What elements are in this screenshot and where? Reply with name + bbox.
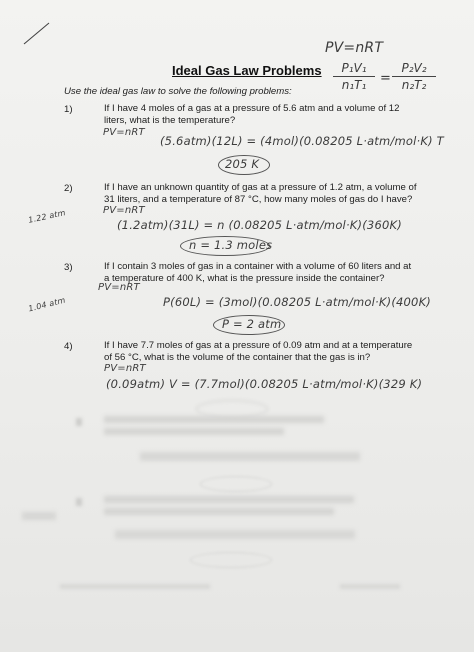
problem-4-text — [104, 340, 412, 363]
faded-work-6 — [115, 530, 355, 539]
faded-footer-right — [340, 584, 400, 589]
problem-4-work: (0.09atm) V = (7.7mol)(0.08205 L·atm/mol·K)(329 K) — [106, 377, 423, 391]
problem-1-line1: If I have 4 moles of a gas at a pressure of 5.6 atm and a volume of 12 — [104, 103, 400, 114]
problem-1-line2: liters, what is the temperature? — [104, 114, 236, 126]
page-title: Ideal Gas Law Problems — [172, 63, 322, 78]
problem-2-work-label: PV=nRT — [103, 205, 145, 216]
problem-2-text — [104, 182, 417, 205]
problem-4-work-label: PV=nRT — [104, 363, 146, 374]
problem-1-answer: 205 K — [225, 157, 260, 171]
combined-gas-left — [333, 61, 375, 92]
faded-line-6b — [104, 508, 334, 515]
problem-1-work: (5.6atm)(12L) = (4mol)(0.08205 L·atm/mol·K) T — [160, 134, 444, 148]
problem-3-number: 3) — [64, 262, 73, 273]
problem-3-answer: P = 2 atm — [222, 317, 282, 331]
problem-4-line1: If I have 7.7 moles of gas at a pressure of 0.09 atm and at a temperature — [104, 340, 413, 351]
problem-2-answer: n = 1.3 moles — [189, 238, 273, 252]
problem-3-work: P(60L) = (3mol)(0.08205 L·atm/mol·K)(400K) — [163, 295, 431, 309]
problem-4-line2: of 56 °C, what is the volume of the container that the gas is in? — [104, 351, 371, 363]
problem-3-work-label: PV=nRT — [98, 282, 140, 293]
faded-number-5 — [76, 418, 82, 426]
instructions: Use the ideal gas law to solve the following problems: — [64, 86, 292, 97]
problem-2-line1: If I have an unknown quantity of gas at a pressure of 1.2 atm, a volume of — [104, 182, 417, 193]
combined-right-denominator: n₂T₂ — [401, 78, 427, 92]
problem-3-text — [104, 261, 411, 284]
header-pvnrt: PV=nRT — [325, 40, 384, 56]
problem-2-number: 2) — [64, 183, 73, 194]
combined-equals: = — [380, 71, 392, 86]
problem-2-margin-note: 1.22 atm — [27, 208, 67, 225]
problem-3-line1: If I contain 3 moles of gas in a container with a volume of 60 liters and at — [104, 261, 412, 272]
faded-margin-6 — [22, 512, 56, 520]
problem-1-text — [104, 103, 399, 126]
problem-1-work-label: PV=nRT — [103, 127, 145, 138]
combined-left-numerator: P₁V₁ — [341, 61, 367, 75]
faded-work-5 — [140, 452, 360, 461]
faded-answer-circle-5 — [200, 476, 272, 492]
combined-left-denominator: n₁T₁ — [341, 78, 367, 92]
problem-2-line2: 31 liters, and a temperature of 87 °C, how many moles of gas do I have? — [104, 193, 413, 205]
problem-4-number: 4) — [64, 341, 73, 352]
pen-stroke-mark — [22, 20, 52, 46]
problem-3-line2: a temperature of 400 K, what is the pressure inside the container? — [104, 272, 385, 284]
faded-footer-left — [60, 584, 210, 589]
problem-3-margin-note: 1.04 atm — [27, 295, 67, 314]
faded-number-6 — [76, 498, 82, 506]
combined-right-numerator: P₂V₂ — [401, 61, 427, 75]
faded-line-5a — [104, 416, 324, 423]
problem-1-number: 1) — [64, 104, 73, 115]
faded-line-6a — [104, 496, 354, 503]
problem-2-work: (1.2atm)(31L) = n (0.08205 L·atm/mol·K)(360K) — [117, 218, 402, 232]
faded-line-5b — [104, 428, 284, 435]
faded-answer-circle-6 — [190, 552, 272, 568]
combined-gas-right — [392, 61, 436, 92]
